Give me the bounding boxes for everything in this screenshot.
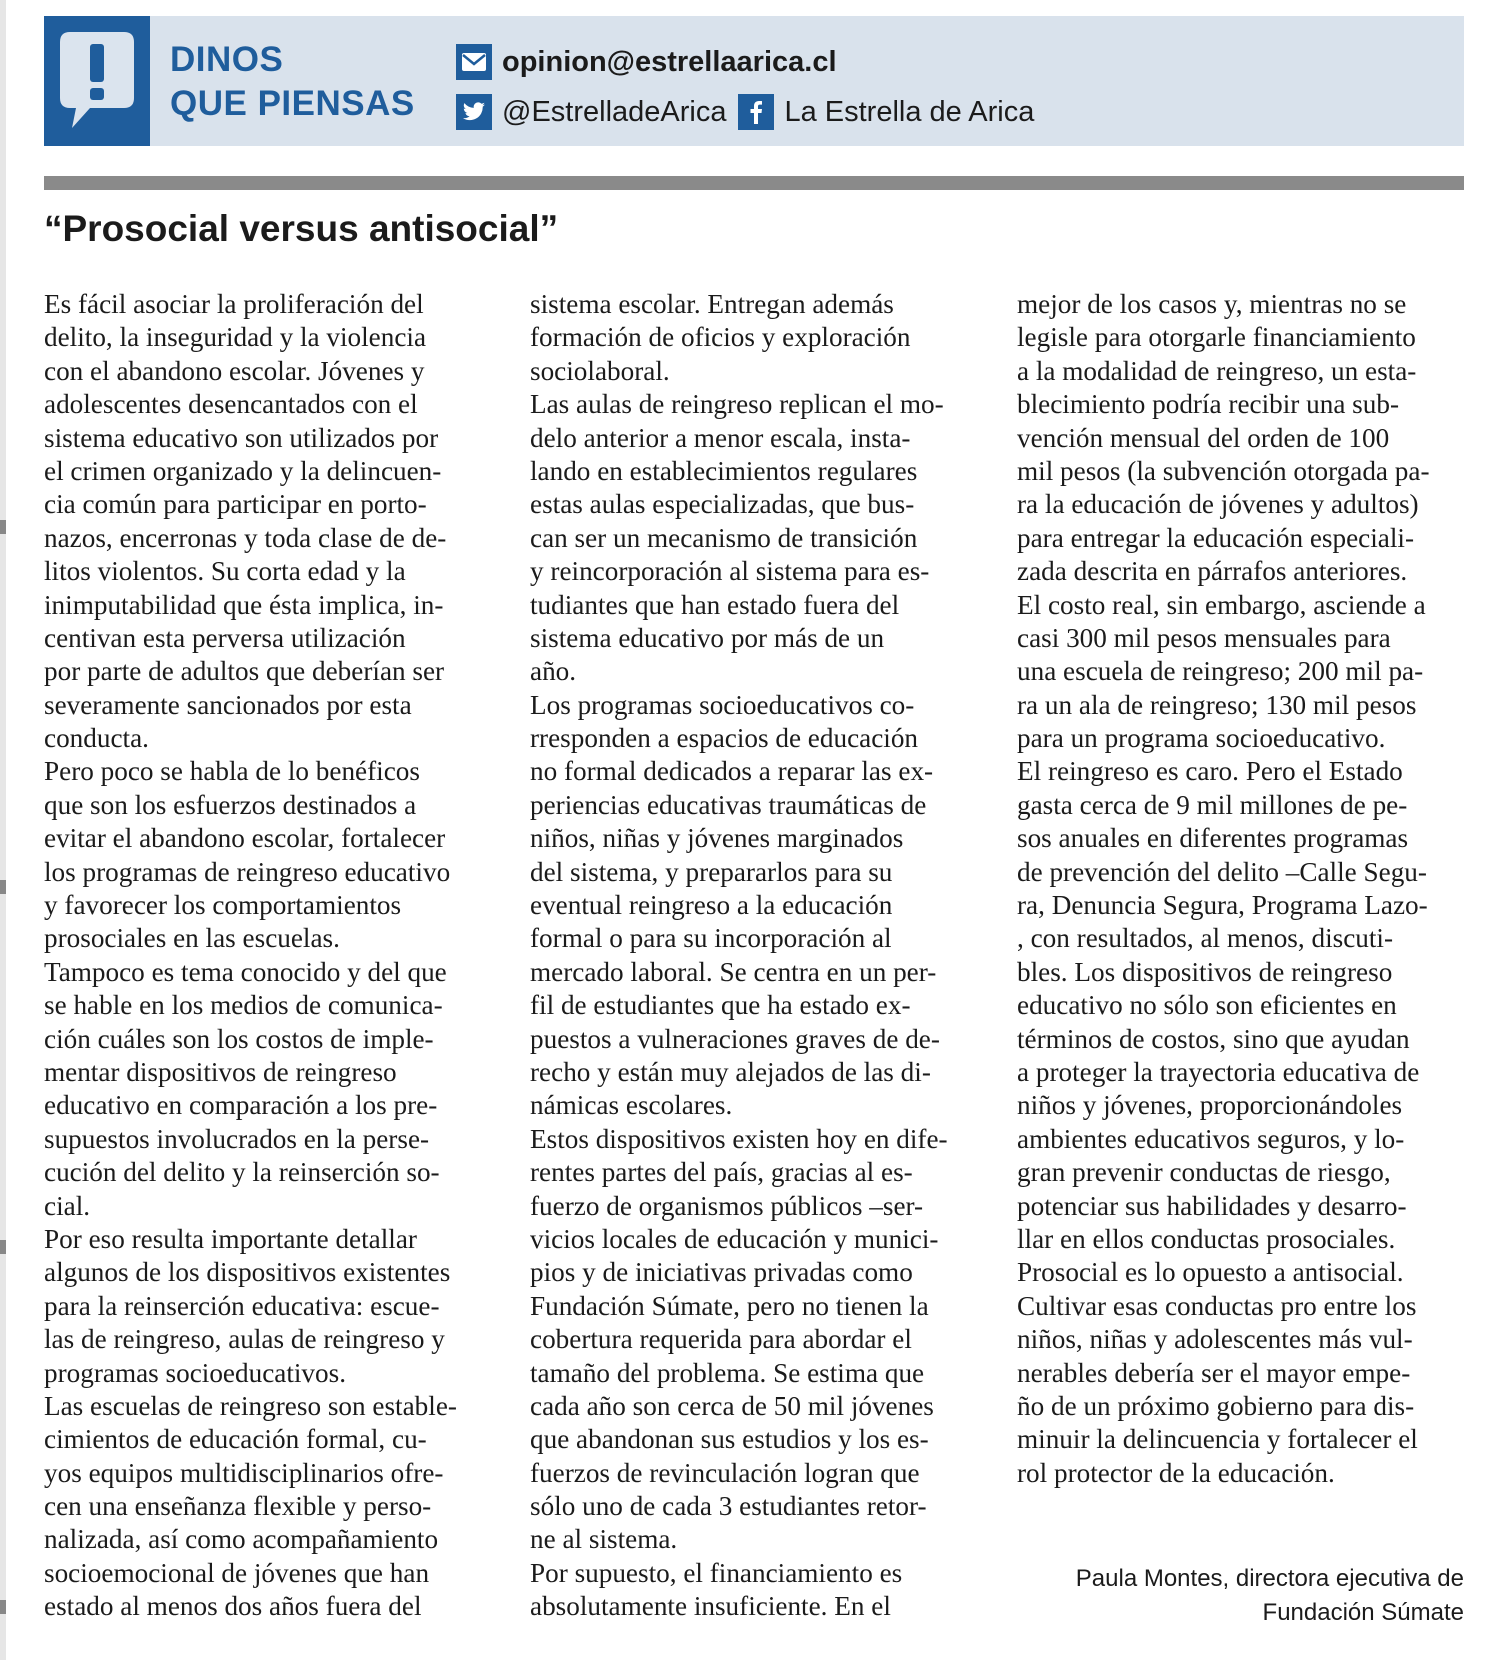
article-text-line: cia común para participar en porto- xyxy=(44,489,427,520)
exclamation-speech-bubble-icon xyxy=(56,28,138,132)
banner-title xyxy=(170,38,415,126)
article-text-line: gasta cerca de 9 mil millones de pe- xyxy=(1017,789,1408,820)
section-divider xyxy=(44,176,1464,190)
article-text-line: fil de estudiantes que ha estado ex- xyxy=(530,990,911,1021)
article-text-line: mil pesos (la subvención otorgada pa- xyxy=(1017,455,1430,486)
edge-mark xyxy=(0,880,6,894)
article-text-line: Estos dispositivos existen hoy en dife- xyxy=(530,1123,948,1154)
article-text-line: una escuela de reingreso; 200 mil pa- xyxy=(1017,656,1424,687)
article-text-line: Tampoco es tema conocido y del que xyxy=(44,956,447,987)
article-text-line: sólo uno de cada 3 estudiantes retor- xyxy=(530,1491,927,1522)
facebook-f-icon xyxy=(738,94,774,130)
banner-title-line1: DINOS xyxy=(170,40,284,79)
article-text-line: rresponden a espacios de educación xyxy=(530,723,919,754)
article-text-line: para la reinserción educativa: escue- xyxy=(44,1290,440,1321)
article-text-line: mentar dispositivos de reingreso xyxy=(44,1056,397,1087)
article-text-line: ra un ala de reingreso; 130 mil pesos xyxy=(1017,689,1417,720)
article-text-line: pios y de iniciativas privadas como xyxy=(530,1257,913,1288)
article-text-line: formación de oficios y exploración xyxy=(530,322,911,353)
article-text-line: Prosocial es lo opuesto a antisocial. xyxy=(1017,1257,1404,1288)
article-text-line: y reincorporación al sistema para es- xyxy=(530,556,930,587)
article-text-line: nalizada, así como acompañamiento xyxy=(44,1524,439,1555)
article-byline xyxy=(1076,1562,1464,1630)
article-text-line: periencias educativas traumáticas de xyxy=(530,789,927,820)
article-text-line: con el abandono escolar. Jóvenes y xyxy=(44,355,425,386)
article-text-line: llar en ellos conductas prosociales. xyxy=(1017,1223,1396,1254)
article-text-line: bles. Los dispositivos de reingreso xyxy=(1017,956,1393,987)
article-text-line: mejor de los casos y, mientras no se xyxy=(1017,289,1407,319)
article-text-line: para un programa socioeducativo. xyxy=(1017,723,1386,754)
article-text-line: a la modalidad de reingreso, un esta- xyxy=(1017,355,1417,386)
article-text-line: programas socioeducativos. xyxy=(44,1357,346,1388)
article-text-line: mercado laboral. Se centra en un per- xyxy=(530,956,937,987)
article-column-1 xyxy=(44,288,494,1624)
article-text-line: ra la educación de jóvenes y adultos) xyxy=(1017,489,1419,520)
article-text-line: cial. xyxy=(44,1190,91,1221)
article-text-line: , con resultados, al menos, discuti- xyxy=(1017,923,1394,954)
article-text-line: que son los esfuerzos destinados a xyxy=(44,789,417,820)
article-text-line: cución del delito y la reinserción so- xyxy=(44,1157,440,1188)
article-text-line: rol protector de la educación. xyxy=(1017,1457,1335,1488)
article-text-line: nazos, encerronas y toda clase de de- xyxy=(44,522,447,553)
article-text-line: sistema educativo son utilizados por xyxy=(44,422,439,453)
article-text-line: nerables debería ser el mayor empe- xyxy=(1017,1357,1411,1388)
article-text-line: ra, Denuncia Segura, Programa Lazo- xyxy=(1017,890,1428,921)
article-text-line: Los programas socioeducativos co- xyxy=(530,689,915,720)
article-text-line: cen una enseñanza flexible y perso- xyxy=(44,1491,432,1522)
article-text-line: prosociales en las escuelas. xyxy=(44,923,340,954)
article-text-line: ción cuáles son los costos de imple- xyxy=(44,1023,434,1054)
article-text-line: inimputabilidad que ésta implica, in- xyxy=(44,589,444,620)
article-text-line: cimientos de educación formal, cu- xyxy=(44,1424,427,1455)
article-text-line: yos equipos multidisciplinarios ofre- xyxy=(44,1457,444,1488)
article-text-line: los programas de reingreso educativo xyxy=(44,856,451,887)
byline-author-title: Paula Montes, directora ejecutiva de xyxy=(1075,1565,1464,1592)
article-text-line: blecimiento podría recibir una sub- xyxy=(1017,389,1400,420)
article-text-line: supuestos involucrados en la perse- xyxy=(44,1123,430,1154)
article-text-line: delito, la inseguridad y la violencia xyxy=(44,322,427,353)
envelope-icon xyxy=(456,44,492,80)
article-text-line: delo anterior a menor escala, insta- xyxy=(530,422,911,453)
byline-organization: Fundación Súmate xyxy=(1262,1599,1464,1626)
article-text-line: adolescentes desencantados con el xyxy=(44,389,418,420)
article-headline: “Prosocial versus antisocial” xyxy=(44,208,559,249)
article-text-line: educativo en comparación a los pre- xyxy=(44,1090,438,1121)
article-text-line: evitar el abandono escolar, fortalecer xyxy=(44,823,446,854)
article-text-line: Las aulas de reingreso replican el mo- xyxy=(530,389,944,420)
article-text-line: estas aulas especializadas, que bus- xyxy=(530,489,915,520)
banner-title-line2: QUE PIENSAS xyxy=(170,84,415,123)
article-text-line: algunos de los dispositivos existentes xyxy=(44,1257,451,1288)
article-text-line: y favorecer los comportamientos xyxy=(44,890,402,921)
article-text-line: litos violentos. Su corta edad y la xyxy=(44,556,406,587)
article-text-line: Por eso resulta importante detallar xyxy=(44,1223,417,1254)
article-text-line: de prevención del delito –Calle Segu- xyxy=(1017,856,1427,887)
article-text-line: niños y jóvenes, proporcionándoles xyxy=(1017,1090,1403,1121)
article-text-line: tamaño del problema. Se estima que xyxy=(530,1357,925,1388)
banner-icon-box xyxy=(44,16,150,146)
edge-mark xyxy=(0,1240,6,1254)
email-row xyxy=(456,44,837,80)
article-text-line: a proteger la trayectoria educativa de xyxy=(1017,1056,1420,1087)
article-text-line: Pero poco se habla de lo benéficos xyxy=(44,756,420,787)
opinion-banner xyxy=(44,16,1464,146)
article-text-line: recho y están muy alejados de las di- xyxy=(530,1056,931,1087)
article-text-line: casi 300 mil pesos mensuales para xyxy=(1017,622,1391,653)
article-text-line: para entregar la educación especiali- xyxy=(1017,522,1414,553)
twitter-bird-icon xyxy=(456,94,492,130)
article-text-line: Las escuelas de reingreso son estable- xyxy=(44,1390,457,1421)
article-text-line: lando en establecimientos regulares xyxy=(530,455,918,486)
article-text-line: námicas escolares. xyxy=(530,1090,733,1121)
contact-twitter[interactable]: @EstrelladeArica xyxy=(502,95,727,128)
article-column-2 xyxy=(530,288,980,1624)
article-text-line: eventual reingreso a la educación xyxy=(530,890,893,921)
article-text-line: se hable en los medios de comunica- xyxy=(44,990,443,1021)
article-text-line: severamente sancionados por esta xyxy=(44,689,412,720)
article-text-line: sistema escolar. Entregan además xyxy=(530,289,894,319)
article-text-line: sociolaboral. xyxy=(530,355,670,386)
article-text-line: año. xyxy=(530,656,577,687)
article-text-line: vención mensual del orden de 100 xyxy=(1017,422,1390,453)
article-text-line: términos de costos, sino que ayudan xyxy=(1017,1023,1410,1054)
article-text-line: El costo real, sin embargo, asciende a xyxy=(1017,589,1426,620)
article-text-line: Fundación Súmate, pero no tienen la xyxy=(530,1290,929,1321)
article-text-line: legisle para otorgarle financiamiento xyxy=(1017,322,1416,353)
article-text-line: can ser un mecanismo de transición xyxy=(530,522,918,553)
contact-email[interactable]: opinion@estrellaarica.cl xyxy=(502,45,837,78)
article-text-line: ambientes educativos seguros, y lo- xyxy=(1017,1123,1405,1154)
article-text-line: fuerzo de organismos públicos –ser- xyxy=(530,1190,924,1221)
article-text-line: educativo no sólo son eficientes en xyxy=(1017,990,1397,1021)
article-text-line: rentes partes del país, gracias al es- xyxy=(530,1157,913,1188)
contact-facebook[interactable]: La Estrella de Arica xyxy=(784,95,1035,128)
article-text-line: puestos a vulneraciones graves de de- xyxy=(530,1023,940,1054)
article-column-3 xyxy=(1017,288,1467,1490)
article-text-line: centivan esta perversa utilización xyxy=(44,622,406,653)
article-text-line: minuir la delincuencia y fortalecer el xyxy=(1017,1424,1418,1455)
article-text-line: conducta. xyxy=(44,723,149,754)
article-text-line: sistema educativo por más de un xyxy=(530,622,885,653)
social-row xyxy=(456,94,1034,130)
article-text-line: no formal dedicados a reparar las ex- xyxy=(530,756,934,787)
article-text-line: por parte de adultos que deberían ser xyxy=(44,656,445,687)
article-text-line: gran prevenir conductas de riesgo, xyxy=(1017,1157,1391,1188)
article-text-line: cobertura requerida para abordar el xyxy=(530,1324,912,1355)
article-text-line: niños, niñas y jóvenes marginados xyxy=(530,823,904,854)
article-text-line: absolutamente insuficiente. En el xyxy=(530,1591,891,1622)
article-text-line: estado al menos dos años fuera del xyxy=(44,1591,422,1622)
article-text-line: Cultivar esas conductas pro entre los xyxy=(1017,1290,1417,1321)
article-text-line: cada año son cerca de 50 mil jóvenes xyxy=(530,1390,934,1421)
article-text-line: fuerzos de revinculación logran que xyxy=(530,1457,920,1488)
article-text-line: ne al sistema. xyxy=(530,1524,678,1555)
article-text-line: ño de un próximo gobierno para dis- xyxy=(1017,1390,1415,1421)
article-text-line: del sistema, y prepararlos para su xyxy=(530,856,893,887)
article-text-line: niños, niñas y adolescentes más vul- xyxy=(1017,1324,1413,1355)
edge-mark xyxy=(0,520,6,534)
article-text-line: tudiantes que han estado fuera del xyxy=(530,589,900,620)
article-text-line: sos anuales en diferentes programas xyxy=(1017,823,1409,854)
page-left-edge xyxy=(0,0,6,1660)
article-text-line: vicios locales de educación y munici- xyxy=(530,1223,939,1254)
article-text-line: las de reingreso, aulas de reingreso y xyxy=(44,1324,445,1355)
article-text-line: formal o para su incorporación al xyxy=(530,923,892,954)
article-text-line: zada descrita en párrafos anteriores. xyxy=(1017,556,1408,587)
article-text-line: Es fácil asociar la proliferación del xyxy=(44,289,424,319)
article-text-line: El reingreso es caro. Pero el Estado xyxy=(1017,756,1403,787)
edge-mark xyxy=(0,1600,6,1614)
article-text-line: el crimen organizado y la delincuen- xyxy=(44,455,442,486)
article-text-line: que abandonan sus estudios y los es- xyxy=(530,1424,929,1455)
article-text-line: socioemocional de jóvenes que han xyxy=(44,1557,430,1588)
article-text-line: Por supuesto, el financiamiento es xyxy=(530,1557,903,1588)
article-text-line: potenciar sus habilidades y desarro- xyxy=(1017,1190,1407,1221)
